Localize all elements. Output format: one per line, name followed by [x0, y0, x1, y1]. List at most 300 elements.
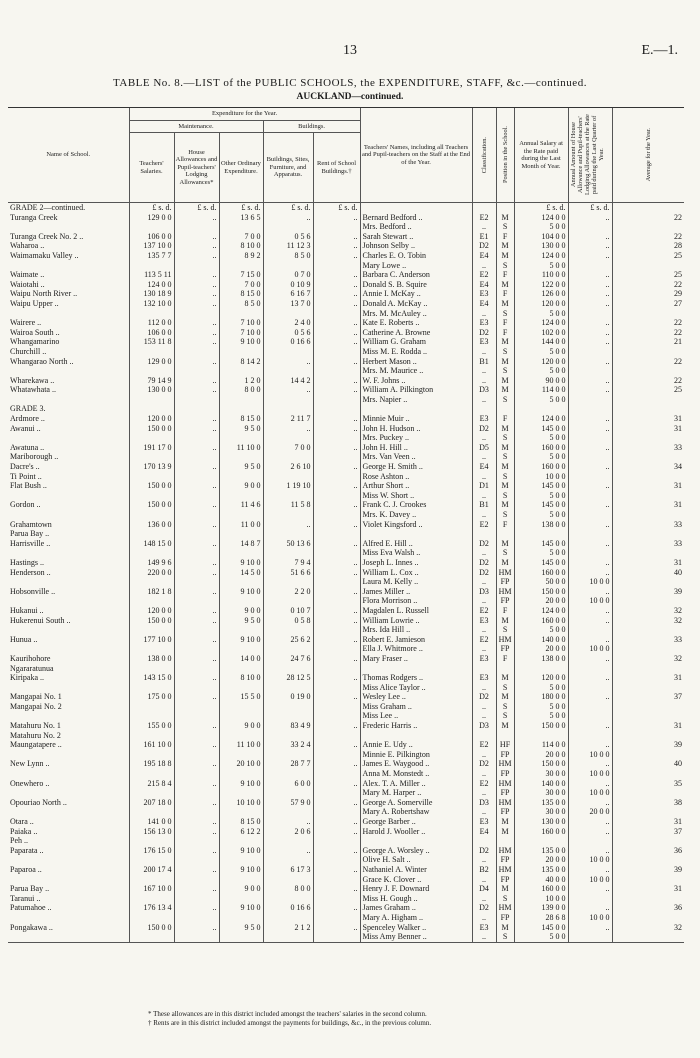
cell-avg: 32 — [612, 606, 684, 616]
cell-hou — [174, 875, 219, 885]
cell-sal: 130 18 9 — [129, 289, 174, 299]
cell-pos: M — [496, 462, 514, 472]
cell-name: Ti Point .. — [10, 471, 42, 481]
cell-allow: 10 0 0 — [568, 875, 612, 885]
table-row — [8, 385, 684, 395]
cell-salary: 120 0 0 — [514, 673, 568, 683]
cell-allow: .. — [568, 318, 612, 328]
cell-salary: 130 0 0 — [514, 817, 568, 827]
cell-bld: 2 2 0 — [263, 587, 313, 597]
cell-hou: .. — [174, 520, 219, 530]
cell-ren: .. — [313, 827, 360, 837]
cell-teacher: Anna M. Monstedt .. — [360, 769, 472, 779]
cell-oth: 7 0 0 — [219, 232, 263, 242]
cell-sal — [129, 913, 174, 923]
cell-allow: .. — [568, 539, 612, 549]
table-row — [8, 875, 684, 885]
cell-cls: D2 — [472, 241, 496, 251]
table-row — [8, 500, 684, 510]
cell-ren — [313, 932, 360, 942]
cell-teacher: Miss W. Short .. — [360, 491, 472, 501]
cell-avg: 31 — [612, 481, 684, 491]
cell-oth — [219, 769, 263, 779]
cell-oth — [219, 664, 263, 674]
cell-allow: .. — [568, 817, 612, 827]
cell-salary: 124 0 0 — [514, 213, 568, 223]
cell-allow: .. — [568, 865, 612, 875]
cell-hou — [174, 222, 219, 232]
cell-teacher: Mrs. M. Maurice .. — [360, 366, 472, 376]
header-position: Position in the School. — [496, 108, 514, 203]
cell-teacher: William A. Pilkington — [360, 385, 472, 395]
cell-avg — [612, 932, 684, 942]
cell-name: Waimamaku Valley .. — [10, 250, 79, 260]
table-row — [8, 846, 684, 856]
cell-bld: 24 7 6 — [263, 654, 313, 664]
cell-ren — [313, 836, 360, 846]
cell-teacher: Frank C. J. Crookes — [360, 500, 472, 510]
cell-cls: E2 — [472, 740, 496, 750]
cell-sal: 200 17 4 — [129, 865, 174, 875]
cell-cls: B1 — [472, 357, 496, 367]
cell-bld — [263, 711, 313, 721]
cell-salary — [514, 529, 568, 539]
header-teachers: Teachers' Names, including all Teachers and Pupil-teachers on the Staff at the End of the Year. — [360, 108, 472, 203]
cell-bld: 57 9 0 — [263, 798, 313, 808]
cell-salary: 110 0 0 — [514, 270, 568, 280]
cell-salary — [514, 836, 568, 846]
cell-cls — [472, 664, 496, 674]
cell-bld: .. — [263, 846, 313, 856]
cell-bld — [263, 750, 313, 760]
cell-teacher: Laura M. Kelly .. — [360, 577, 472, 587]
cell-name: Flat Bush .. — [10, 481, 47, 491]
cell-salary: 5 0 0 — [514, 510, 568, 520]
cell-allow: .. — [568, 721, 612, 731]
cell-oth — [219, 510, 263, 520]
cell-oth: 9 0 0 — [219, 884, 263, 894]
cell-avg: 31 — [612, 721, 684, 731]
cell-sal — [129, 472, 174, 482]
cell-oth — [219, 596, 263, 606]
cell-allow: .. — [568, 798, 612, 808]
cell-avg: 25 — [612, 385, 684, 395]
cell-pos: S — [496, 702, 514, 712]
cell-pos: S — [496, 309, 514, 319]
cell-bld: 7 9 4 — [263, 558, 313, 568]
table-row — [8, 452, 684, 462]
cell-hou — [174, 366, 219, 376]
cell-bld: .. — [263, 357, 313, 367]
cell-teacher: Rose Ashton .. — [360, 472, 472, 482]
cell-hou — [174, 664, 219, 674]
cell-hou: .. — [174, 654, 219, 664]
cell-ren: .. — [313, 740, 360, 750]
table-row — [8, 414, 684, 424]
cell-allow — [568, 347, 612, 357]
cell-teacher: Flora Morrison .. — [360, 596, 472, 606]
cell-hou: £ s. d. — [174, 203, 219, 213]
cell-oth — [219, 788, 263, 798]
cell-pos: F — [496, 654, 514, 664]
cell-oth — [219, 395, 263, 405]
cell-cls: D3 — [472, 721, 496, 731]
cell-oth: 14 5 0 — [219, 568, 263, 578]
cell-oth: 7 0 0 — [219, 280, 263, 290]
cell-teacher: Mary A. Robertshaw — [360, 807, 472, 817]
cell-oth: 8 15 0 — [219, 289, 263, 299]
cell-allow — [568, 452, 612, 462]
cell-sal — [129, 548, 174, 558]
cell-allow — [568, 731, 612, 741]
cell-cls: D3 — [472, 385, 496, 395]
table-row — [8, 644, 684, 654]
header-maintenance: Maintenance. — [129, 120, 263, 133]
cell-bld — [263, 452, 313, 462]
cell-oth — [219, 731, 263, 741]
cell-bld: 0 10 9 — [263, 280, 313, 290]
cell-ren — [313, 491, 360, 501]
cell-bld: 0 5 6 — [263, 232, 313, 242]
cell-allow: 10 0 0 — [568, 577, 612, 587]
cell-pos: HM — [496, 635, 514, 645]
cell-hou: .. — [174, 539, 219, 549]
cell-avg: 22 — [612, 280, 684, 290]
cell-salary: 5 0 0 — [514, 548, 568, 558]
cell-hou: .. — [174, 318, 219, 328]
table-row — [8, 923, 684, 933]
cell-oth: 14 0 0 — [219, 654, 263, 664]
cell-allow — [568, 404, 612, 414]
cell-cls: E3 — [472, 318, 496, 328]
cell-pos: M — [496, 692, 514, 702]
cell-allow: 10 0 0 — [568, 750, 612, 760]
cell-salary: 139 0 0 — [514, 903, 568, 913]
cell-name: Gordon .. — [10, 500, 41, 510]
cell-teacher: Sarah Stewart .. — [360, 232, 472, 242]
cell-teacher: Donald S. B. Squire — [360, 280, 472, 290]
cell-name: Waiotahi .. — [10, 279, 45, 289]
cell-name: Hobsonville .. — [10, 586, 56, 596]
cell-allow — [568, 711, 612, 721]
table-row — [8, 807, 684, 817]
cell-sal: 207 18 0 — [129, 798, 174, 808]
cell-ren: .. — [313, 357, 360, 367]
cell-teacher: Annie E. Udy .. — [360, 740, 472, 750]
cell-avg — [612, 404, 684, 414]
cell-bld: 2 4 0 — [263, 318, 313, 328]
cell-pos: HM — [496, 846, 514, 856]
cell-bld: .. — [263, 213, 313, 223]
cell-bld — [263, 309, 313, 319]
cell-salary: 130 0 0 — [514, 241, 568, 251]
cell-name: Otara .. — [10, 817, 34, 826]
cell-teacher: Olive H. Salt .. — [360, 855, 472, 865]
cell-cls: .. — [472, 472, 496, 482]
cell-allow: 10 0 0 — [568, 596, 612, 606]
cell-sal — [129, 261, 174, 271]
cell-bld: 11 5 8 — [263, 500, 313, 510]
cell-teacher — [360, 836, 472, 846]
cell-allow: .. — [568, 903, 612, 913]
cell-ren: .. — [313, 539, 360, 549]
cell-cls: D2 — [472, 328, 496, 338]
table-row — [8, 596, 684, 606]
cell-cls: .. — [472, 366, 496, 376]
cell-salary: 10 0 0 — [514, 472, 568, 482]
cell-salary: 160 0 0 — [514, 462, 568, 472]
cell-name: Paparoa .. — [10, 864, 42, 874]
cell-sal — [129, 491, 174, 501]
cell-sal: 149 9 6 — [129, 558, 174, 568]
cell-cls: E3 — [472, 337, 496, 347]
cell-teacher: Donald A. McKay .. — [360, 299, 472, 309]
cell-pos: M — [496, 616, 514, 626]
cell-cls: D2 — [472, 692, 496, 702]
header-expenditure: Expenditure for the Year. — [129, 108, 360, 121]
cell-hou — [174, 510, 219, 520]
cell-oth: 8 15 0 — [219, 817, 263, 827]
cell-oth: 15 5 0 — [219, 692, 263, 702]
cell-oth: 9 10 0 — [219, 635, 263, 645]
cell-bld — [263, 491, 313, 501]
cell-pos: S — [496, 261, 514, 271]
cell-pos: M — [496, 385, 514, 395]
cell-name: Wairoa South .. — [10, 327, 60, 337]
cell-oth — [219, 452, 263, 462]
cell-teacher: Mrs. K. Davey .. — [360, 510, 472, 520]
cell-avg — [612, 875, 684, 885]
cell-salary — [514, 731, 568, 741]
cell-allow — [568, 664, 612, 674]
cell-avg — [612, 347, 684, 357]
cell-hou — [174, 433, 219, 443]
cell-hou — [174, 491, 219, 501]
cell-pos — [496, 529, 514, 539]
cell-allow: .. — [568, 884, 612, 894]
cell-hou: .. — [174, 462, 219, 472]
header-salaries: Teachers' Salaries. — [129, 133, 174, 203]
cell-salary: 114 0 0 — [514, 385, 568, 395]
cell-pos: FP — [496, 750, 514, 760]
cell-teacher: Miss Amy Benner .. — [360, 932, 472, 942]
cell-cls: E3 — [472, 673, 496, 683]
cell-name — [8, 491, 129, 501]
table-row — [8, 702, 684, 712]
cell-allow — [568, 491, 612, 501]
cell-allow: .. — [568, 635, 612, 645]
cell-allow: .. — [568, 481, 612, 491]
cell-ren: .. — [313, 587, 360, 597]
cell-cls: B2 — [472, 865, 496, 875]
cell-bld — [263, 366, 313, 376]
cell-oth: 9 5 0 — [219, 616, 263, 626]
cell-teacher: Johnson Selby .. — [360, 241, 472, 251]
cell-allow — [568, 261, 612, 271]
cell-avg: 32 — [612, 923, 684, 933]
cell-allow: .. — [568, 606, 612, 616]
cell-teacher: James Graham .. — [360, 903, 472, 913]
cell-avg: 40 — [612, 568, 684, 578]
table-row — [8, 347, 684, 357]
cell-name: Hunua .. — [10, 634, 38, 644]
cell-sal: 176 15 0 — [129, 846, 174, 856]
cell-salary: 5 0 0 — [514, 261, 568, 271]
cell-ren: .. — [313, 798, 360, 808]
cell-avg — [612, 894, 684, 904]
cell-allow: 10 0 0 — [568, 769, 612, 779]
cell-avg: 22 — [612, 357, 684, 367]
cell-oth: 13 6 5 — [219, 213, 263, 223]
cell-oth — [219, 875, 263, 885]
cell-ren — [313, 875, 360, 885]
cell-bld — [263, 548, 313, 558]
cell-pos: M — [496, 280, 514, 290]
cell-bld: 50 13 6 — [263, 539, 313, 549]
cell-hou: .. — [174, 817, 219, 827]
cell-hou — [174, 625, 219, 635]
cell-teacher: Mary Fraser .. — [360, 654, 472, 664]
cell-ren — [313, 807, 360, 817]
cell-pos: M — [496, 357, 514, 367]
cell-cls — [472, 404, 496, 414]
cell-cls: .. — [472, 309, 496, 319]
cell-teacher: Ella J. Whitmore .. — [360, 644, 472, 654]
cell-name: Whangamarino — [10, 337, 60, 347]
cell-name — [8, 395, 129, 405]
cell-allow: .. — [568, 616, 612, 626]
cell-hou — [174, 855, 219, 865]
cell-cls: .. — [472, 913, 496, 923]
cell-oth — [219, 913, 263, 923]
cell-salary: 5 0 0 — [514, 702, 568, 712]
cell-oth: 8 10 0 — [219, 673, 263, 683]
cell-bld — [263, 664, 313, 674]
cell-name: Awanui .. — [10, 423, 41, 433]
cell-ren: .. — [313, 280, 360, 290]
table-row — [8, 836, 684, 846]
cell-avg — [612, 769, 684, 779]
cell-bld: 0 16 6 — [263, 337, 313, 347]
cell-cls: E2 — [472, 606, 496, 616]
cell-cls: E4 — [472, 280, 496, 290]
header-house: House Allowances and Pupil-teachers' Lodging Allowances* — [174, 133, 219, 203]
cell-pos — [496, 203, 514, 213]
cell-allow: £ s. d. — [568, 203, 612, 213]
cell-sal: 143 15 0 — [129, 673, 174, 683]
table-row — [8, 654, 684, 664]
cell-allow — [568, 932, 612, 942]
cell-avg: 22 — [612, 318, 684, 328]
cell-cls: .. — [472, 433, 496, 443]
cell-ren — [313, 222, 360, 232]
cell-salary: 5 0 0 — [514, 625, 568, 635]
table-row — [8, 251, 684, 261]
cell-pos: F — [496, 606, 514, 616]
cell-bld: 8 5 0 — [263, 251, 313, 261]
cell-oth: 8 9 2 — [219, 251, 263, 261]
cell-oth: 20 10 0 — [219, 759, 263, 769]
cell-hou — [174, 769, 219, 779]
table-title: TABLE No. 8.—LIST of the PUBLIC SCHOOLS, the EXPENDITURE, STAFF, &c.—continued. — [113, 77, 587, 89]
cell-allow: .. — [568, 270, 612, 280]
cell-oth — [219, 836, 263, 846]
cell-avg — [612, 596, 684, 606]
cell-teacher: Annie I. McKay .. — [360, 289, 472, 299]
cell-sal — [129, 731, 174, 741]
cell-sal: 79 14 9 — [129, 376, 174, 386]
cell-cls: D2 — [472, 424, 496, 434]
cell-ren: .. — [313, 241, 360, 251]
cell-ren: .. — [313, 616, 360, 626]
cell-ren: .. — [313, 299, 360, 309]
cell-cls: .. — [472, 702, 496, 712]
cell-pos: S — [496, 395, 514, 405]
table-row — [8, 309, 684, 319]
cell-salary: 150 0 0 — [514, 721, 568, 731]
cell-oth: 9 0 0 — [219, 721, 263, 731]
cell-sal: 215 8 4 — [129, 779, 174, 789]
cell-avg — [612, 452, 684, 462]
cell-name: Waharoa .. — [10, 241, 45, 251]
cell-allow: .. — [568, 424, 612, 434]
cell-name — [8, 683, 129, 693]
cell-salary: 145 0 0 — [514, 558, 568, 568]
cell-hou: .. — [174, 270, 219, 280]
cell-allow — [568, 395, 612, 405]
cell-salary: 5 0 0 — [514, 932, 568, 942]
cell-hou: .. — [174, 903, 219, 913]
cell-sal: 195 18 8 — [129, 759, 174, 769]
cell-cls: .. — [472, 644, 496, 654]
cell-sal: 120 0 0 — [129, 414, 174, 424]
cell-cls: .. — [472, 875, 496, 885]
table-row — [8, 491, 684, 501]
cell-sal: 167 10 0 — [129, 884, 174, 894]
cell-allow: .. — [568, 759, 612, 769]
cell-name: Matahuru No. 1 — [10, 721, 61, 731]
cell-allow: .. — [568, 414, 612, 424]
cell-allow — [568, 702, 612, 712]
cell-name: Patumahoe .. — [10, 903, 52, 913]
cell-teacher: Frederic Harris .. — [360, 721, 472, 731]
cell-pos: HM — [496, 587, 514, 597]
cell-cls — [472, 203, 496, 213]
cell-name — [8, 625, 129, 635]
cell-hou: .. — [174, 251, 219, 261]
cell-avg: 31 — [612, 500, 684, 510]
cell-allow: .. — [568, 299, 612, 309]
cell-hou: .. — [174, 280, 219, 290]
cell-ren — [313, 855, 360, 865]
cell-bld: 0 7 0 — [263, 270, 313, 280]
cell-avg: 31 — [612, 558, 684, 568]
cell-bld — [263, 596, 313, 606]
table-row — [8, 472, 684, 482]
cell-cls: .. — [472, 452, 496, 462]
cell-salary: 5 0 0 — [514, 452, 568, 462]
cell-salary: 102 0 0 — [514, 328, 568, 338]
cell-ren — [313, 788, 360, 798]
table-row — [8, 606, 684, 616]
cell-cls: D3 — [472, 798, 496, 808]
cell-pos — [496, 404, 514, 414]
cell-avg — [612, 644, 684, 654]
cell-sal: 150 0 0 — [129, 481, 174, 491]
cell-avg: 33 — [612, 520, 684, 530]
cell-teacher: Barbara C. Anderson — [360, 270, 472, 280]
cell-sal: 175 0 0 — [129, 692, 174, 702]
